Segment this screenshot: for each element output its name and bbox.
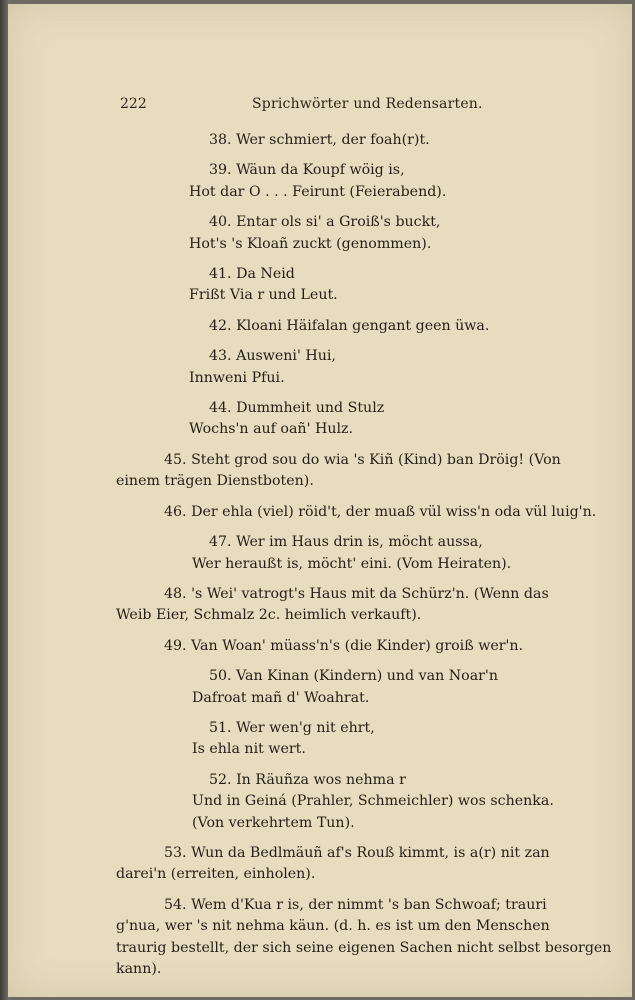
proverb-line: darei'n (erreiten, einholen).: [116, 866, 316, 883]
proverb-entry: [116, 584, 566, 627]
proverb-entry: [116, 130, 566, 151]
proverb-line: Weib Eier, Schmalz 2c. heimlich verkauft).: [116, 607, 422, 624]
proverb-line: 50. Van Kinan (Kindern) und van Noar'n: [209, 668, 498, 685]
proverb-line: Innweni Pfui.: [189, 369, 285, 386]
proverb-line: 52. In Räuñza wos nehma r: [209, 771, 406, 788]
page-number: 222: [120, 96, 147, 112]
proverb-line: 53. Wun da Bedlmäuñ af's Rouß kimmt, is a(r) nit zan: [164, 844, 550, 861]
proverb-entry: [116, 316, 566, 337]
proverb-line: 45. Steht grod sou do wia 's Kiñ (Kind) ban Dröig! (Von: [164, 451, 561, 468]
proverb-line: 42. Kloani Häifalan gengant geen üwa.: [209, 317, 490, 334]
proverb-line: 41. Da Neid: [209, 266, 295, 283]
proverb-line: kann).: [116, 961, 162, 977]
proverb-line: traurig bestellt, der sich seine eigenen Sachen nicht selbst besorgen: [116, 939, 612, 956]
proverb-line: 49. Van Woan' müass'n's (die Kinder) groiß wer'n.: [164, 637, 524, 654]
proverb-entry: [116, 636, 566, 657]
proverb-entry: [116, 843, 566, 886]
proverb-line: 44. Dummheit und Stulz: [209, 400, 385, 417]
proverb-line: (Von verkehrtem Tun).: [192, 814, 355, 831]
proverb-line: einem trägen Dienstboten).: [116, 473, 314, 490]
proverb-entry: [116, 264, 566, 307]
proverb-line: 40. Entar ols si' a Groiß's buckt,: [209, 214, 441, 231]
proverb-entry: [116, 718, 566, 761]
proverb-entry: [116, 895, 612, 981]
running-title: Sprichwörter und Redensarten.: [252, 96, 483, 112]
proverb-line: Hot dar O . . . Feirunt (Feierabend).: [189, 183, 447, 200]
proverb-line: 43. Ausweni' Hui,: [209, 348, 336, 365]
proverb-entry: [116, 160, 566, 203]
proverb-line: Is ehla nit wert.: [192, 741, 306, 758]
proverb-line: 46. Der ehla (viel) röid't, der muaß vül wiss'n oda vül luig'n.: [164, 503, 597, 520]
page-body: [116, 130, 612, 989]
proverb-entry: [116, 346, 566, 389]
proverb-line: 47. Wer im Haus drin is, möcht aussa,: [209, 534, 483, 551]
proverb-line: Und in Geiná (Prahler, Schmeichler) wos schenka.: [192, 793, 554, 810]
proverb-line: Dafroat mañ d' Woahrat.: [192, 689, 370, 706]
proverb-line: 48. 's Wei' vatrogt's Haus mit da Schürz'n. (Wenn das: [164, 585, 549, 602]
proverb-line: g'nua, wer 's nit nehma käun. (d. h. es ist um den Menschen: [116, 918, 550, 935]
proverb-entry: [116, 770, 566, 834]
proverb-line: Hot's 's Kloañ zuckt (genommen).: [189, 235, 432, 252]
proverb-entry: [116, 502, 597, 523]
proverb-line: Frißt Via r und Leut.: [189, 287, 338, 304]
proverb-entry: [116, 450, 566, 493]
proverb-entry: [116, 212, 566, 255]
proverb-entry: [116, 666, 566, 709]
proverb-line: 38. Wer schmiert, der foah(r)t.: [209, 132, 430, 148]
proverb-entry: [116, 398, 566, 441]
proverb-line: Wochs'n auf oañ' Hulz.: [189, 421, 354, 438]
proverb-line: Wer heraußt is, möcht' eini. (Vom Heiraten).: [192, 555, 512, 572]
proverb-entry: [116, 532, 566, 575]
proverb-line: 51. Wer wen'g nit ehrt,: [209, 719, 375, 736]
proverb-line: 39. Wäun da Koupf wöig is,: [209, 162, 405, 179]
proverb-line: 54. Wem d'Kua r is, der nimmt 's ban Schwoaf; trauri: [164, 896, 547, 913]
